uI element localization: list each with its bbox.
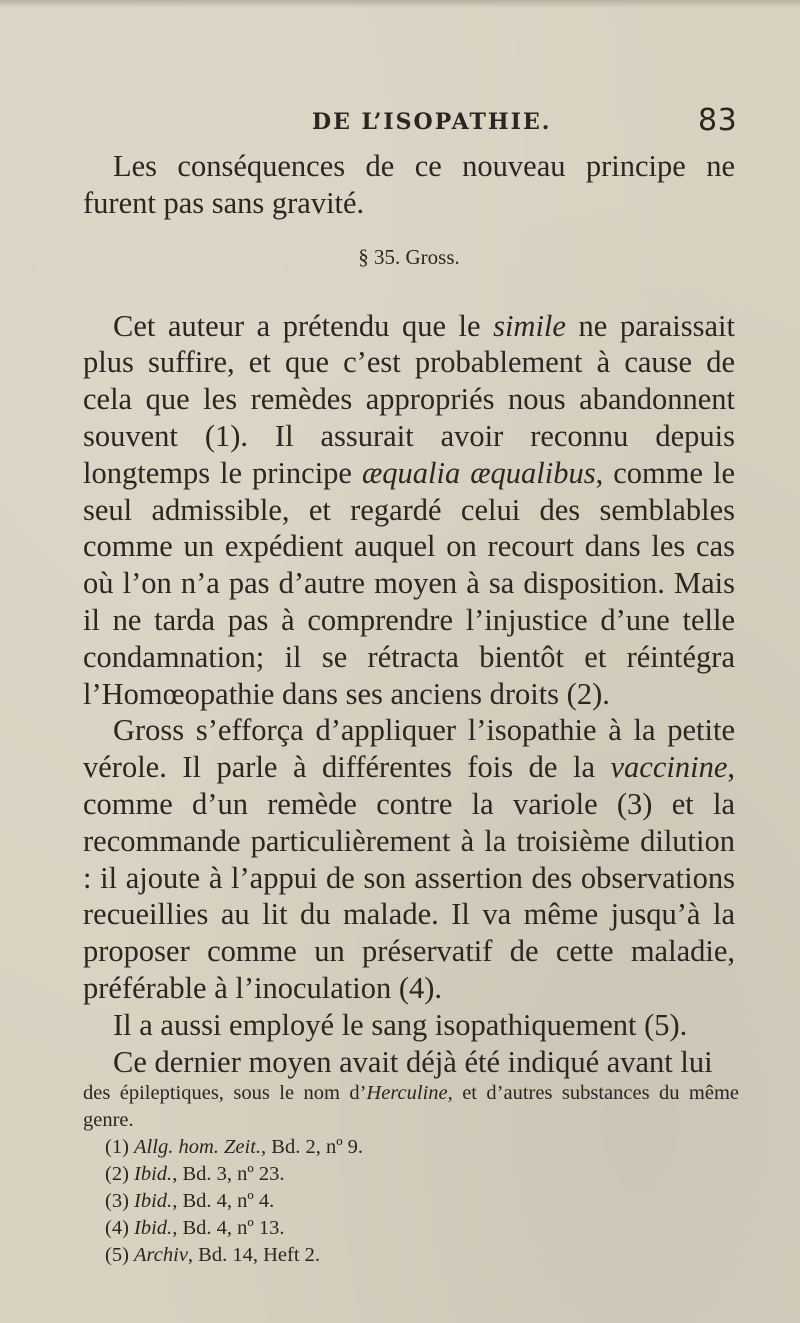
running-head: DE L’ISOPATHIE. — [312, 109, 552, 135]
footnote-number: (1) — [105, 1136, 135, 1158]
footnote-source: Allg. hom. Zeit. — [134, 1136, 262, 1158]
footnote-3 — [83, 1188, 739, 1215]
footnote-reference: , Bd. 4, nº 4. — [172, 1190, 275, 1212]
footnote-number: (2) — [105, 1163, 135, 1185]
footnote-reference: , Bd. 2, nº 9. — [261, 1136, 364, 1158]
paragraph-1-part-c: , comme le seul admissible, et regardé celui des semblables comme un expédient auquel on recourt dans les cas où l’on n’a pas d’autre moyen à sa disposition. Mais il ne tarda pas à comprendre l’injustice d’une telle condamnation; il se rétracta bientôt et réintégra l’Homœopathie dans ses anciens droits (2). — [83, 455, 735, 711]
footnote-reference: , Bd. 14, Heft 2. — [187, 1244, 321, 1266]
main-text — [83, 148, 735, 1080]
footnote-carryover-part-b: , et d’autres substances du même genre. — [83, 1082, 739, 1131]
footnote-source: Archiv — [134, 1244, 188, 1266]
paragraph-2-part-b: , comme d’un remède contre la variole (3) et la recommande particulièrement à la troisième dilution : il ajoute à l’appui de son assertion des observations recueillies au lit du malade. Il va même jusqu’à la proposer comme un préservatif de cette maladie, préférable à l’inoculation (4). — [83, 750, 735, 1005]
term-herculine: Herculine — [366, 1082, 448, 1104]
footnote-number: (3) — [105, 1190, 135, 1212]
footnote-1 — [83, 1134, 739, 1161]
footnote-source: Ibid. — [134, 1217, 173, 1239]
footnote-number: (5) — [105, 1244, 135, 1266]
paragraph-4: Ce dernier moyen avait déjà été indiqué avant lui — [113, 1044, 713, 1079]
footnote-2 — [83, 1161, 739, 1188]
paragraph-2-part-a: Gross s’efforça d’appliquer l’isopathie à la petite vérole. Il parle à différentes fois de la — [83, 713, 735, 785]
paragraph-1-part-b: ne paraissait plus suffire, et que c’est probablement à cause de cela que les remèdes appropriés nous abandonnent souvent (1). Il assurait avoir reconnu depuis longtemps le principe — [83, 308, 735, 490]
paragraph-1 — [83, 308, 735, 713]
term-simile: simile — [493, 308, 566, 343]
footnote-carryover — [83, 1080, 739, 1134]
intro-paragraph: Les conséquences de ce nouveau principe ne furent pas sans gravité. — [83, 149, 735, 220]
section-heading: § 35. Gross. — [358, 244, 460, 269]
paragraph-1-part-a: Cet auteur a prétendu que le — [113, 308, 494, 343]
footnote-reference: , Bd. 4, nº 13. — [172, 1217, 285, 1239]
footnote-number: (4) — [105, 1217, 135, 1239]
term-vaccinine: vaccinine — [610, 750, 728, 785]
term-aequalia: æqualia æqualibus — [361, 455, 596, 490]
footnote-4 — [83, 1215, 739, 1242]
footnote-5 — [83, 1242, 739, 1269]
footnote-carryover-part-a: des épileptiques, sous le nom d’ — [83, 1082, 367, 1104]
paragraph-3: Il a aussi employé le sang isopathiquement (5). — [113, 1007, 688, 1042]
page-number: 83 — [698, 103, 738, 138]
paragraph-2 — [83, 712, 735, 1006]
footnote-source: Ibid. — [134, 1163, 173, 1185]
page-top-edge — [0, 0, 800, 8]
footnote-reference: , Bd. 3, nº 23. — [172, 1163, 285, 1185]
page-header — [0, 103, 800, 139]
footnotes — [83, 1080, 739, 1269]
footnote-source: Ibid. — [134, 1190, 173, 1212]
